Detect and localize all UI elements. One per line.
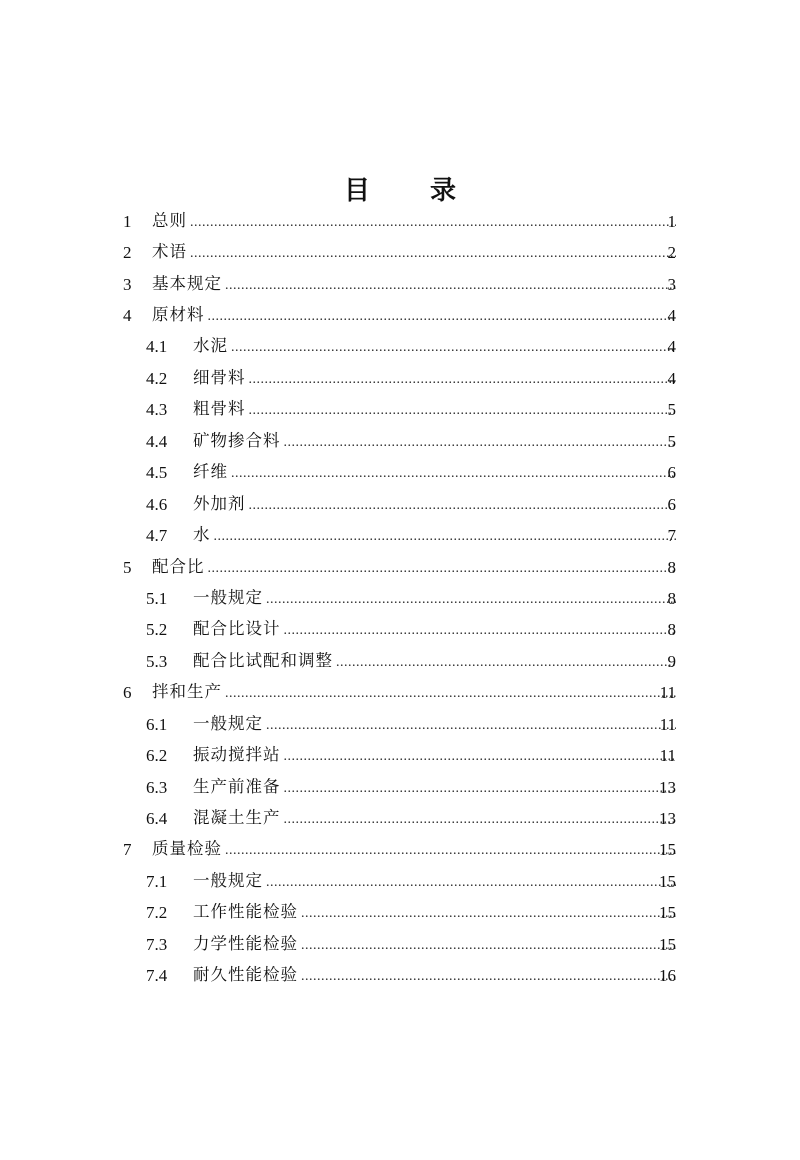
toc-entry-6-2[interactable] bbox=[0, 740, 800, 771]
dot-leader bbox=[225, 276, 676, 296]
toc-entry-page[interactable]: 2 bbox=[667, 243, 676, 263]
toc-entry-label[interactable]: 配合比 bbox=[152, 556, 205, 576]
toc-entry-4-2[interactable] bbox=[0, 363, 800, 394]
toc-entry-number: 7.2 bbox=[146, 903, 168, 923]
toc-entry-number: 6.1 bbox=[146, 714, 168, 734]
toc-entry-label[interactable]: 拌和生产 bbox=[152, 682, 222, 702]
toc-entry-number: 7.3 bbox=[146, 934, 168, 954]
toc-entry-number: 4.6 bbox=[146, 494, 168, 514]
toc-entry-page[interactable]: 8 bbox=[667, 557, 676, 577]
toc-entry-page[interactable]: 6 bbox=[667, 494, 676, 514]
toc-title-char-1: 目 bbox=[343, 176, 370, 206]
toc-entry-page[interactable]: 13 bbox=[659, 777, 676, 797]
toc-entry-page[interactable]: 6 bbox=[667, 463, 676, 483]
toc-entry-7-1[interactable] bbox=[0, 866, 800, 897]
toc-entry-number: 5.1 bbox=[146, 588, 168, 608]
toc-entry-label[interactable]: 配合比设计 bbox=[193, 619, 281, 639]
toc-entry-label[interactable]: 基本规定 bbox=[152, 273, 222, 293]
dot-leader bbox=[266, 590, 676, 610]
dot-leader bbox=[249, 401, 677, 421]
toc-entry-number: 4.7 bbox=[146, 526, 168, 546]
toc-entry-number: 6.3 bbox=[146, 777, 168, 797]
dot-leader bbox=[249, 496, 677, 516]
toc-entry-number: 6.2 bbox=[146, 746, 168, 766]
toc-entry-label[interactable]: 术语 bbox=[152, 242, 187, 262]
toc-entry-4-5[interactable] bbox=[0, 458, 800, 489]
toc-entry-5-2[interactable] bbox=[0, 615, 800, 646]
toc-entry-6[interactable] bbox=[0, 678, 800, 709]
toc-entry-number: 4.1 bbox=[146, 337, 168, 357]
toc-entry-page[interactable]: 4 bbox=[667, 306, 676, 326]
toc-entry-number: 6.4 bbox=[146, 809, 168, 829]
toc-entry-page[interactable]: 15 bbox=[659, 934, 676, 954]
toc-entry-1[interactable] bbox=[0, 206, 800, 237]
toc-entry-page[interactable]: 5 bbox=[667, 431, 676, 451]
toc-entry-number: 4.3 bbox=[146, 400, 168, 420]
toc-entry-number: 6 bbox=[123, 683, 132, 703]
toc-entry-number: 3 bbox=[123, 274, 132, 294]
toc-entry-page[interactable]: 8 bbox=[667, 588, 676, 608]
dot-leader bbox=[231, 338, 676, 358]
toc-entry-label[interactable]: 粗骨料 bbox=[193, 399, 246, 419]
toc-entry-6-1[interactable] bbox=[0, 709, 800, 740]
toc-entry-7[interactable] bbox=[0, 835, 800, 866]
toc-entry-number: 5 bbox=[123, 557, 132, 577]
toc-entry-label[interactable]: 工作性能检验 bbox=[193, 902, 298, 922]
toc-entry-label[interactable]: 原材料 bbox=[152, 305, 205, 325]
toc-entry-7-2[interactable] bbox=[0, 898, 800, 929]
toc-entry-page[interactable]: 7 bbox=[667, 526, 676, 546]
toc-entry-4-3[interactable] bbox=[0, 395, 800, 426]
dot-leader bbox=[225, 684, 676, 704]
toc-entry-number: 7.4 bbox=[146, 966, 168, 986]
dot-leader bbox=[231, 464, 676, 484]
toc-entry-number: 4 bbox=[123, 306, 132, 326]
dot-leader bbox=[284, 433, 677, 453]
toc-entry-label[interactable]: 质量检验 bbox=[152, 839, 222, 859]
toc-entry-number: 5.2 bbox=[146, 620, 168, 640]
toc-entry-label[interactable]: 纤维 bbox=[193, 462, 228, 482]
toc-entry-page[interactable]: 11 bbox=[659, 746, 676, 766]
table-of-contents bbox=[0, 206, 800, 992]
dot-leader bbox=[301, 967, 676, 987]
toc-title-char-2: 录 bbox=[430, 176, 457, 206]
toc-entry-4-6[interactable] bbox=[0, 489, 800, 520]
toc-entry-label[interactable]: 生产前准备 bbox=[193, 776, 281, 796]
toc-entry-page[interactable]: 4 bbox=[667, 337, 676, 357]
toc-entry-5-1[interactable] bbox=[0, 583, 800, 614]
dot-leader bbox=[208, 307, 677, 327]
dot-leader bbox=[208, 559, 677, 579]
toc-entry-page[interactable]: 15 bbox=[659, 840, 676, 860]
toc-entry-page[interactable]: 4 bbox=[667, 368, 676, 388]
toc-entry-page[interactable]: 1 bbox=[667, 211, 676, 231]
dot-leader bbox=[284, 810, 677, 830]
toc-entry-number: 4.2 bbox=[146, 368, 168, 388]
toc-entry-page[interactable]: 5 bbox=[667, 400, 676, 420]
toc-entry-2[interactable] bbox=[0, 237, 800, 268]
toc-entry-4-4[interactable] bbox=[0, 426, 800, 457]
dot-leader bbox=[225, 841, 676, 861]
toc-entry-number: 4.4 bbox=[146, 431, 168, 451]
dot-leader bbox=[266, 873, 676, 893]
toc-entry-page[interactable]: 9 bbox=[667, 651, 676, 671]
dot-leader bbox=[249, 370, 677, 390]
toc-entry-3[interactable] bbox=[0, 269, 800, 300]
toc-entry-number: 7.1 bbox=[146, 871, 168, 891]
toc-entry-number: 7 bbox=[123, 840, 132, 860]
toc-entry-label[interactable]: 力学性能检验 bbox=[193, 933, 298, 953]
dot-leader bbox=[284, 621, 677, 641]
toc-entry-page[interactable]: 13 bbox=[659, 809, 676, 829]
toc-entry-page[interactable]: 15 bbox=[659, 903, 676, 923]
toc-entry-label[interactable]: 一般规定 bbox=[193, 713, 263, 733]
toc-entry-5-3[interactable] bbox=[0, 646, 800, 677]
toc-entry-6-3[interactable] bbox=[0, 772, 800, 803]
toc-entry-7-4[interactable] bbox=[0, 961, 800, 992]
dot-leader bbox=[190, 244, 676, 264]
dot-leader bbox=[190, 213, 676, 233]
toc-entry-number: 2 bbox=[123, 243, 132, 263]
toc-entry-label[interactable]: 水泥 bbox=[193, 336, 228, 356]
toc-entry-label[interactable]: 振动搅拌站 bbox=[193, 745, 281, 765]
toc-entry-label[interactable]: 配合比试配和调整 bbox=[193, 650, 333, 670]
toc-entry-label[interactable]: 耐久性能检验 bbox=[193, 965, 298, 985]
toc-entry-label[interactable]: 细骨料 bbox=[193, 367, 246, 387]
toc-entry-page[interactable]: 11 bbox=[659, 683, 676, 703]
toc-entry-label[interactable]: 水 bbox=[193, 525, 211, 545]
dot-leader bbox=[284, 747, 677, 767]
dot-leader bbox=[301, 904, 676, 924]
toc-entry-page[interactable]: 11 bbox=[659, 714, 676, 734]
dot-leader bbox=[266, 716, 676, 736]
toc-entry-label[interactable]: 一般规定 bbox=[193, 870, 263, 890]
toc-entry-7-3[interactable] bbox=[0, 929, 800, 960]
toc-entry-6-4[interactable] bbox=[0, 803, 800, 834]
toc-entry-page[interactable]: 15 bbox=[659, 871, 676, 891]
toc-entry-4[interactable] bbox=[0, 300, 800, 331]
dot-leader bbox=[214, 527, 677, 547]
toc-entry-label[interactable]: 总则 bbox=[152, 210, 187, 230]
toc-entry-label[interactable]: 矿物掺合料 bbox=[193, 430, 281, 450]
dot-leader bbox=[284, 779, 677, 799]
toc-entry-number: 4.5 bbox=[146, 463, 168, 483]
toc-entry-label[interactable]: 混凝土生产 bbox=[193, 808, 281, 828]
toc-entry-4-1[interactable] bbox=[0, 332, 800, 363]
toc-entry-number: 1 bbox=[123, 211, 132, 231]
toc-entry-label[interactable]: 外加剂 bbox=[193, 493, 246, 513]
dot-leader bbox=[301, 936, 676, 956]
toc-entry-page[interactable]: 16 bbox=[659, 966, 676, 986]
toc-entry-number: 5.3 bbox=[146, 651, 168, 671]
toc-entry-label[interactable]: 一般规定 bbox=[193, 587, 263, 607]
toc-entry-page[interactable]: 3 bbox=[667, 274, 676, 294]
toc-entry-page[interactable]: 8 bbox=[667, 620, 676, 640]
toc-entry-5[interactable] bbox=[0, 552, 800, 583]
dot-leader bbox=[336, 653, 676, 673]
toc-entry-4-7[interactable] bbox=[0, 520, 800, 551]
